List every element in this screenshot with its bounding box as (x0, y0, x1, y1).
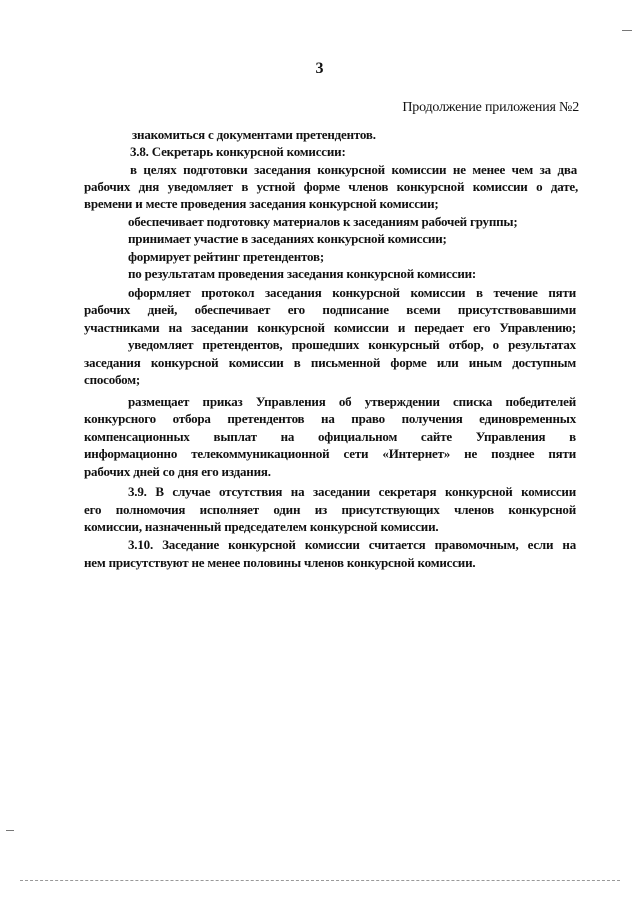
text-line: в целях подготовки заседания конкурсной комиссии не менее чем за два (130, 162, 577, 177)
text-line: компенсационных выплат на официальном сайте Управления в (84, 429, 576, 444)
text-line: информационно телекоммуникационной сети «Интернет» не позднее пяти (84, 446, 576, 461)
text-line: оформляет протокол заседания конкурсной комиссии в течение пяти (128, 285, 576, 300)
text-line: уведомляет претендентов, прошедших конкурсный отбор, о результатах (128, 337, 576, 352)
text-line: времени и месте проведения заседания конкурсной комиссии; (84, 196, 439, 211)
text-line: знакомиться с документами претендентов. (132, 127, 376, 142)
text-line: принимает участие в заседаниях конкурсной комиссии; (128, 231, 447, 246)
text-line: нем присутствуют не менее половины членов конкурсной комиссии. (84, 555, 476, 570)
scan-edge-mark (6, 830, 14, 831)
text-line: формирует рейтинг претендентов; (128, 249, 324, 264)
text-line: рабочих дней со дня его издания. (84, 464, 271, 479)
text-line: конкурсного отбора претендентов на право получения единовременных (84, 411, 576, 426)
text-line: заседания конкурсной комиссии в письменной форме или иным доступным (84, 355, 576, 370)
text-line: участниками на заседании конкурсной комиссии и передает его Управлению; (84, 320, 576, 335)
text-line: рабочих дней, обеспечивает его подписание всеми присутствовавшими (84, 302, 576, 317)
text-line: комиссии, назначенный председателем конкурсной комиссии. (84, 519, 439, 534)
scan-edge-mark (622, 30, 632, 31)
text-line: обеспечивает подготовку материалов к заседаниям рабочей группы; (128, 214, 518, 229)
section-3-10: 3.10. Заседание конкурсной комиссии считается правомочным, если на (128, 537, 576, 552)
text-line: рабочих дня уведомляет в устной форме членов конкурсной комиссии о дате, (84, 179, 578, 194)
appendix-continuation-header: Продолжение приложения №2 (402, 100, 579, 115)
page-number: 3 (315, 60, 324, 77)
section-heading-3-8: 3.8. Секретарь конкурсной комиссии: (130, 144, 346, 159)
text-line: размещает приказ Управления об утверждении списка победителей (128, 394, 576, 409)
text-line: способом; (84, 372, 140, 387)
text-line: по результатам проведения заседания конкурсной комиссии: (128, 266, 477, 281)
section-3-9: 3.9. В случае отсутствия на заседании секретаря конкурсной комиссии (128, 484, 576, 499)
text-line: его полномочия исполняет один из присутствующих членов конкурсной (84, 502, 576, 517)
scan-bottom-rule (20, 880, 620, 881)
